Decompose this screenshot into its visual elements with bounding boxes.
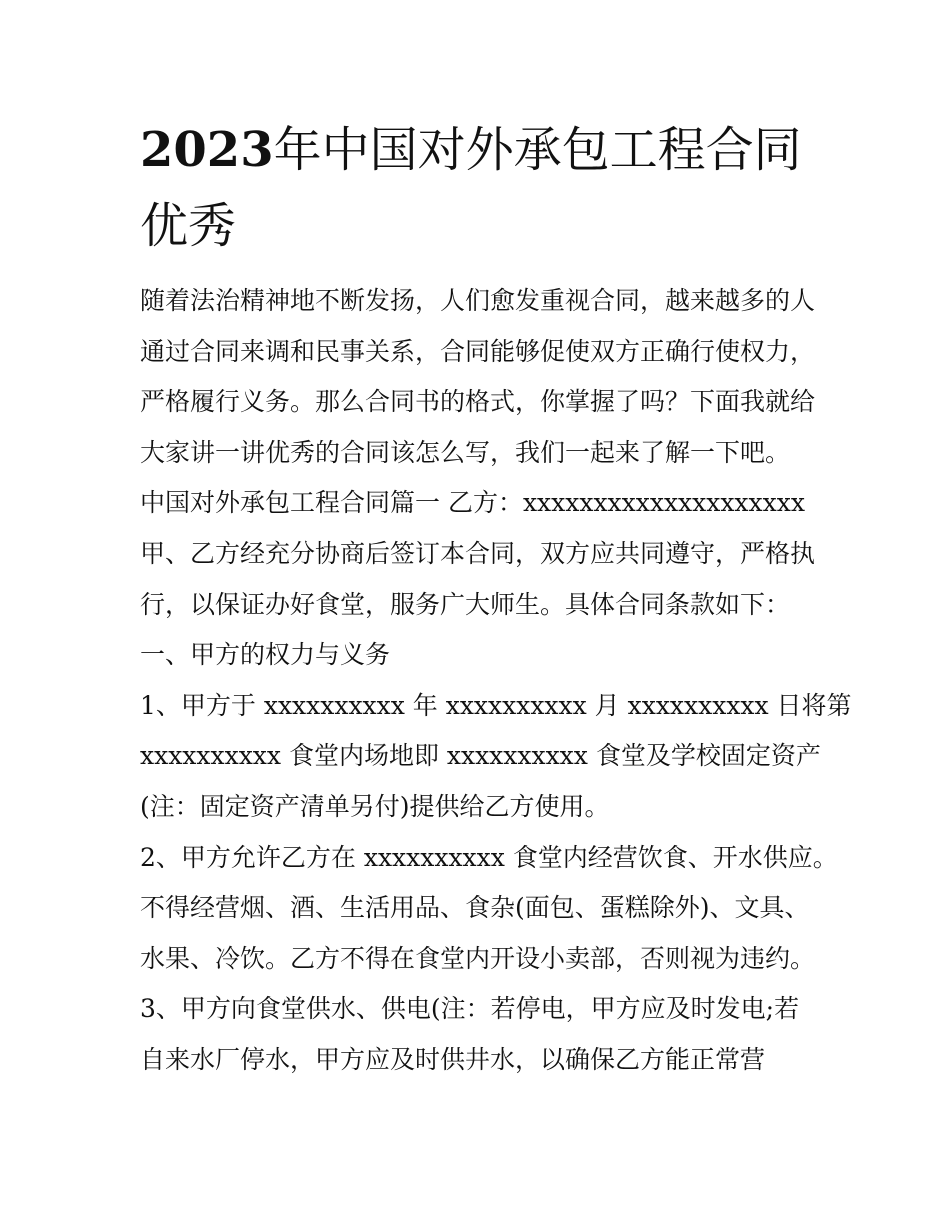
document-title <box>140 112 820 264</box>
section-heading: 一、甲方的权力与义务 <box>140 640 391 670</box>
body-line: 1、甲方于 xxxxxxxxxx 年 xxxxxxxxxx 月 xxxxxxxxxx 日将第 <box>140 690 852 720</box>
title-line1-rest: 年中国对外承包工程合同 <box>273 122 802 178</box>
body-line: 通过合同来调和民事关系，合同能够促使双方正确行使权力， <box>140 336 816 366</box>
body-line: 3、甲方向食堂供水、供电(注：若停电，甲方应及时发电;若 <box>140 994 800 1024</box>
document-body <box>140 276 852 1086</box>
body-line: 严格履行义务。那么合同书的格式，你掌握了吗？下面我就给 <box>140 387 816 417</box>
body-line: xxxxxxxxxx 食堂内场地即 xxxxxxxxxx 食堂及学校固定资产 <box>140 741 821 771</box>
title-line2: 优秀 <box>140 198 237 254</box>
body-line: (注：固定资产清单另付)提供给乙方使用。 <box>140 791 610 821</box>
body-line: 自来水厂停水，甲方应及时供井水，以确保乙方能正常营 <box>140 1044 766 1074</box>
body-line: 甲、乙方经充分协商后签订本合同，双方应共同遵守，严格执 <box>140 538 816 568</box>
body-line: 水果、冷饮。乙方不得在食堂内开设小卖部，否则视为违约。 <box>140 943 816 973</box>
body-line: 行，以保证办好食堂，服务广大师生。具体合同条款如下： <box>140 589 791 619</box>
body-line: 中国对外承包工程合同篇一 乙方：xxxxxxxxxxxxxxxxxxxx <box>140 488 805 518</box>
title-year: 2023 <box>140 122 274 178</box>
body-line: 2、甲方允许乙方在 xxxxxxxxxx 食堂内经营饮食、开水供应。 <box>140 842 838 872</box>
body-line: 大家讲一讲优秀的合同该怎么写，我们一起来了解一下吧。 <box>140 437 791 467</box>
body-line: 随着法治精神地不断发扬，人们愈发重视合同，越来越多的人 <box>140 286 816 315</box>
body-line: 不得经营烟、酒、生活用品、食杂(面包、蛋糕除外)、文具、 <box>140 893 810 923</box>
